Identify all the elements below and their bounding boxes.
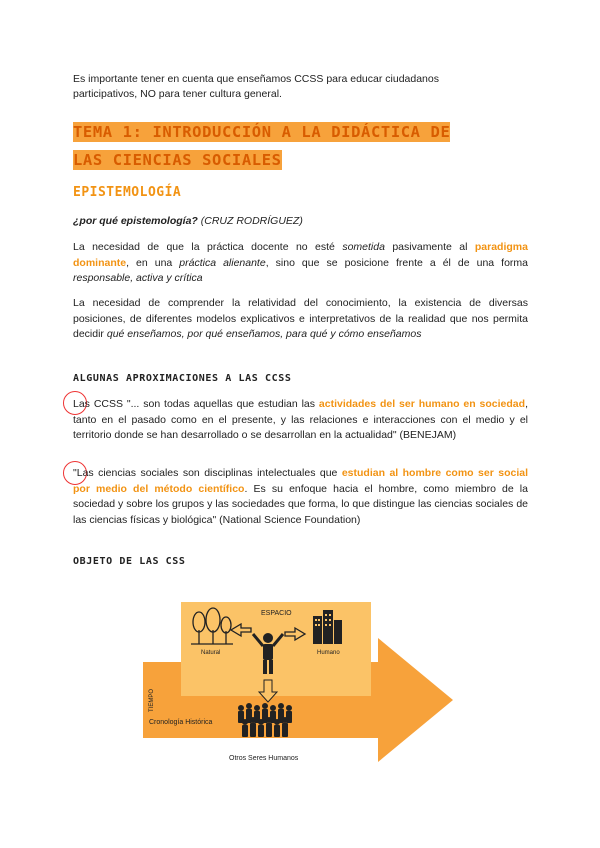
q1-text-c: , tanto en el pasado como en el presente, y las relaciones e interacciones con el medio y el territorio donde se han desarrollado o se desarrollan en la actualidad" (BENEJAM) — [73, 398, 528, 441]
intro-paragraph — [73, 72, 528, 102]
q2-text-c: . Es su enfoque hacia el hombre, como miembro de la sociedad y sobre los grupos y las sociedades que forma, lo que distingue las ciencias sociales de las ciencias físicas y biológica" (National Science Foundation) — [73, 482, 528, 526]
intro-line-1: Es importante tener en cuenta que enseñamos CCSS para educar ciudadanos — [73, 73, 439, 85]
tiempo-label: TIEMPO — [149, 688, 155, 712]
p1-text-g: , sino que se posicione frente a él de una forma — [265, 256, 528, 269]
otros-label: Otros Seres Humanos — [229, 755, 299, 762]
main-title — [73, 118, 528, 174]
p1-sometida: sometida — [342, 241, 385, 253]
question-line — [73, 215, 303, 227]
p2-text-a: La necesidad de comprender la relatividad del conocimiento, la existencia de diversas posiciones, de diferentes modelos explicativos e interpretativos de la realidad que nos permita decidir — [73, 297, 528, 340]
paragraph-practica-docente — [73, 240, 528, 287]
espacio-label: ESPACIO — [261, 610, 292, 617]
p1-text-a: La necesidad de que la práctica docente no esté — [73, 241, 343, 253]
p1-paradigma-dominante: paradigma dominante — [73, 241, 528, 269]
q1-highlight: actividades del ser humano en sociedad — [318, 398, 526, 410]
cronologia-label: Cronología Histórica — [149, 719, 213, 726]
main-title-line-2: LAS CIENCIAS SOCIALES — [73, 151, 282, 169]
quote-benejam — [73, 397, 528, 444]
p1-text-e: , en una — [126, 256, 180, 269]
q1-text-a: Las CCSS "... son todas aquellas que estudian las — [73, 398, 319, 410]
humano-label: Humano — [317, 650, 340, 656]
intro-line-2: participativos, NO para tener cultura general. — [73, 88, 282, 100]
main-title-line-1: TEMA 1: INTRODUCCIÓN A LA DIDÁCTICA DE — [73, 123, 451, 141]
p1-responsable: responsable, activa y crítica — [73, 272, 203, 284]
section-heading-epistemologia: EPISTEMOLOGÍA — [73, 185, 182, 200]
q2-highlight: estudian al hombre como ser social por medio del método científico — [73, 467, 528, 495]
section-heading-objeto: OBJETO DE LAS CSS — [73, 556, 186, 567]
section-heading-aproximaciones: ALGUNAS APROXIMACIONES A LAS CCSS — [73, 373, 292, 384]
q2-text-a: "Las ciencias sociales son disciplinas intelectuales que — [73, 467, 342, 479]
p2-que-ensenamos: qué enseñamos, por qué enseñamos, para qué y cómo enseñamos — [106, 328, 422, 340]
question-author: (CRUZ RODRÍGUEZ) — [200, 215, 303, 227]
objeto-ccss-diagram — [73, 600, 528, 775]
natural-label: Natural — [201, 650, 221, 656]
p1-practica-alienante: práctica alienante — [179, 256, 266, 269]
p1-text-c: pasivamente al — [384, 241, 475, 253]
paragraph-relatividad — [73, 296, 528, 343]
question-text: ¿por qué epistemología? — [73, 215, 198, 227]
quote-nsf — [73, 466, 528, 528]
